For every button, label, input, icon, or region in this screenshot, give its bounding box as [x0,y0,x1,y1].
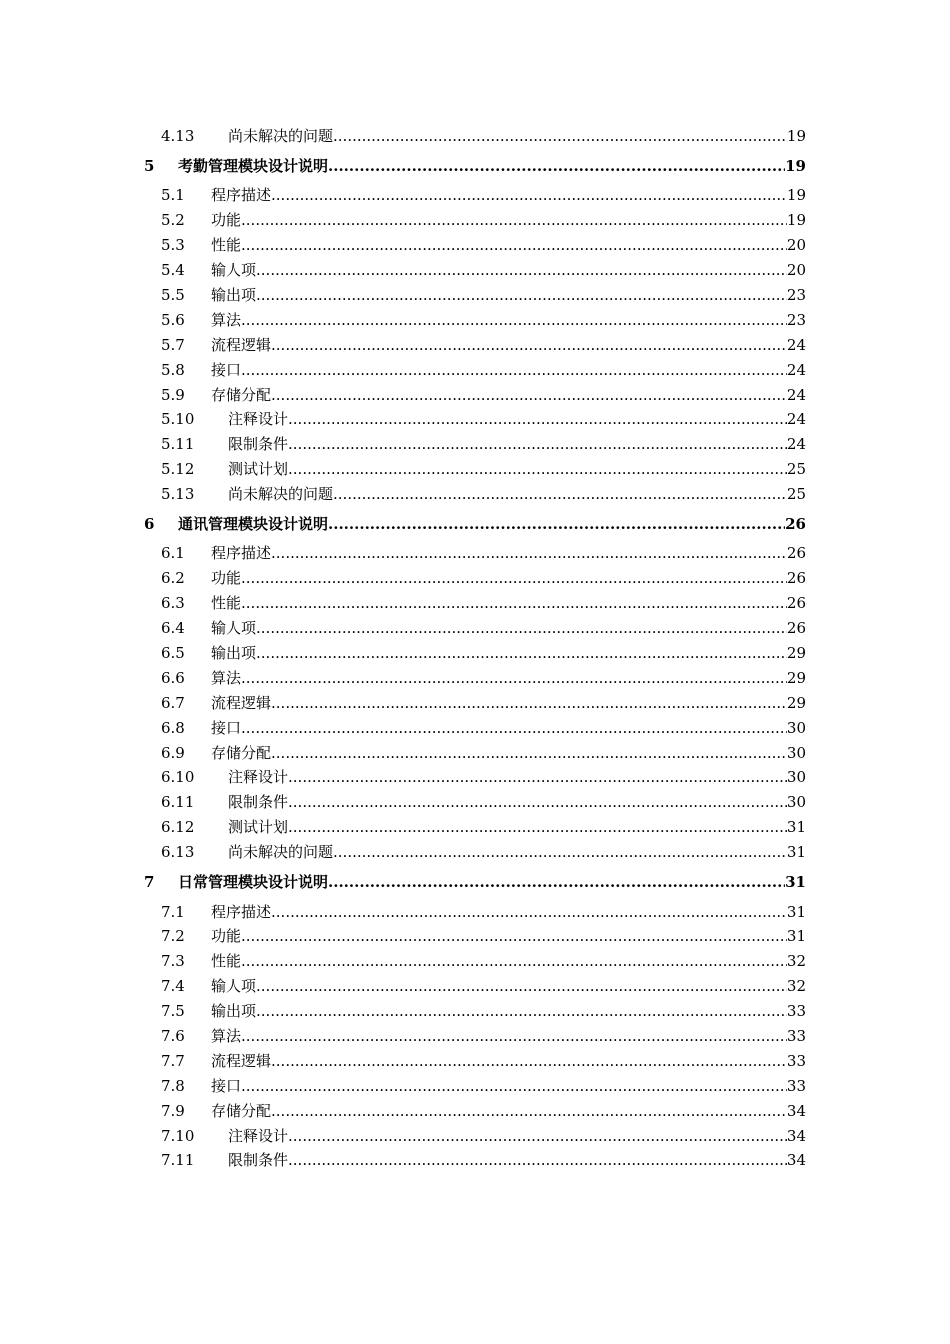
toc-entry-page-number: 30 [786,718,806,737]
toc-section-entry[interactable] [0,124,950,149]
toc-entry-title: 注释设计 [228,410,289,429]
toc-entry-page-number: 19 [786,186,806,205]
toc-section-entry[interactable] [0,1124,950,1149]
toc-section-entry[interactable] [0,308,950,333]
dot-leader [333,482,787,507]
toc-entry-number: 6.11 [161,793,195,812]
dot-leader [256,974,787,999]
toc-entry-page-number: 24 [786,435,806,454]
toc-entry-page-number: 24 [786,360,806,379]
toc-entry-number: 7.10 [161,1126,195,1145]
dot-leader [241,1024,787,1049]
toc-entry-number: 6.8 [161,718,185,737]
toc-entry-title: 限制条件 [228,435,289,454]
toc-entry-page-number: 33 [786,1027,806,1045]
toc-section-entry[interactable] [0,591,950,616]
toc-section-entry[interactable] [0,900,950,925]
dot-leader [241,949,787,974]
toc-entry-number: 5.1 [161,186,185,205]
toc-section-entry[interactable] [0,815,950,840]
toc-section-entry[interactable] [0,840,950,865]
toc-entry-title: 程序描述 [211,544,272,563]
toc-entry-page-number: 30 [786,793,806,812]
toc-entry-page-number: 31 [786,818,806,837]
toc-entry-title: 功能 [211,927,242,946]
toc-section-entry[interactable] [0,1148,950,1173]
toc-section-entry[interactable] [0,1024,950,1049]
toc-entry-title: 算法 [211,310,242,329]
toc-entry-page-number: 34 [786,1151,806,1170]
toc-entry-page-number: 19 [785,156,806,175]
toc-entry-number: 5 [144,156,155,175]
toc-entry-page-number: 20 [786,236,806,255]
toc-entry-title: 尚未解决的问题 [228,485,334,504]
toc-section-entry[interactable] [0,566,950,591]
toc-entry-number: 6.7 [161,693,185,712]
dot-leader [288,1124,787,1149]
toc-entry-title: 性能 [211,236,242,255]
toc-entry-page-number: 25 [786,485,806,504]
toc-entry-number: 6.6 [161,668,185,687]
dot-leader [271,691,787,716]
toc-entry-page-number: 20 [786,261,806,280]
dot-leader [288,432,787,457]
toc-section-entry[interactable] [0,974,950,999]
toc-entry-title: 算法 [211,1027,242,1045]
toc-entry-number: 5.13 [161,485,195,504]
toc-entry-title: 考勤管理模块设计说明 [178,156,329,175]
toc-section-entry[interactable] [0,482,950,507]
toc-section-entry[interactable] [0,258,950,283]
toc-entry-title: 输出项 [211,1002,257,1021]
toc-chapter-entry[interactable] [0,507,950,542]
toc-section-entry[interactable] [0,999,950,1024]
dot-leader [256,283,787,308]
toc-entry-page-number: 32 [786,952,806,971]
toc-entry-number: 6.3 [161,594,185,613]
toc-entry-page-number: 31 [786,902,806,921]
toc-section-entry[interactable] [0,541,950,566]
toc-entry-number: 5.7 [161,335,185,354]
toc-entry-page-number: 29 [786,693,806,712]
dot-leader [241,358,787,383]
dot-leader [241,1074,787,1099]
dot-leader [241,233,787,258]
toc-section-entry[interactable] [0,1049,950,1074]
toc-section-entry[interactable] [0,949,950,974]
toc-entry-page-number: 29 [786,668,806,687]
toc-entry-page-number: 32 [786,977,806,996]
toc-section-entry[interactable] [0,691,950,716]
dot-leader [271,741,787,766]
toc-entry-number: 7.7 [161,1051,185,1070]
toc-section-entry[interactable] [0,616,950,641]
toc-entry-number: 5.11 [161,435,195,454]
toc-entry-number: 7.3 [161,952,185,971]
toc-entry-number: 7.2 [161,927,185,946]
dot-leader [256,999,787,1024]
toc-entry-title: 限制条件 [228,793,289,812]
dot-leader [271,1049,787,1074]
toc-entry-number: 7 [144,873,155,892]
dot-leader [288,790,787,815]
dot-leader [256,258,787,283]
toc-section-entry[interactable] [0,1074,950,1099]
toc-entry-title: 程序描述 [211,902,272,921]
toc-entry-number: 6.4 [161,619,185,638]
toc-entry-number: 7.11 [161,1151,195,1170]
toc-entry-title: 注释设计 [228,1126,289,1145]
dot-leader [288,457,787,482]
dot-leader [328,512,785,537]
toc-entry-number: 5.10 [161,410,195,429]
toc-entry-page-number: 26 [786,619,806,638]
toc-entry-title: 功能 [211,211,242,230]
toc-entry-title: 存储分配 [211,1101,272,1120]
toc-section-entry[interactable] [0,641,950,666]
dot-leader [241,924,787,949]
toc-section-entry[interactable] [0,333,950,358]
toc-entry-number: 6.12 [161,818,195,837]
toc-section-entry[interactable] [0,666,950,691]
toc-entry-page-number: 30 [786,743,806,762]
toc-entry-page-number: 34 [786,1126,806,1145]
toc-entry-number: 6.13 [161,843,195,862]
dot-leader [271,183,787,208]
toc-section-entry[interactable] [0,407,950,432]
toc-entry-page-number: 24 [786,385,806,404]
toc-entry-page-number: 25 [786,460,806,479]
toc-entry-number: 7.5 [161,1002,185,1021]
toc-entry-title: 流程逻辑 [211,335,272,354]
toc-chapter-entry[interactable] [0,865,950,900]
toc-entry-number: 6.10 [161,768,195,787]
toc-entry-number: 5.6 [161,310,185,329]
toc-entry-title: 日常管理模块设计说明 [178,873,329,892]
toc-entry-title: 算法 [211,668,242,687]
toc-entry-title: 尚未解决的问题 [228,843,334,862]
toc-section-entry[interactable] [0,790,950,815]
toc-entry-number: 6.1 [161,544,185,563]
toc-entry-page-number: 34 [786,1101,806,1120]
dot-leader [256,616,787,641]
toc-entry-number: 7.1 [161,902,185,921]
dot-leader [241,308,787,333]
toc-entry-page-number: 19 [786,127,806,145]
toc-entry-title: 通讯管理模块设计说明 [178,514,329,533]
dot-leader [328,870,785,895]
toc-entry-title: 输出项 [211,644,257,663]
toc-entry-number: 5.8 [161,360,185,379]
dot-leader [271,333,787,358]
toc-entry-number: 5.5 [161,285,185,304]
toc-section-entry[interactable] [0,741,950,766]
toc-entry-number: 4.13 [161,127,195,145]
toc-entry-title: 限制条件 [228,1151,289,1170]
toc-section-entry[interactable] [0,1099,950,1124]
toc-entry-page-number: 26 [785,514,806,533]
toc-entry-page-number: 23 [786,285,806,304]
dot-leader [241,566,787,591]
toc-section-entry[interactable] [0,358,950,383]
toc-section-entry[interactable] [0,924,950,949]
toc-entry-page-number: 23 [786,310,806,329]
toc-entry-page-number: 26 [786,569,806,588]
dot-leader [288,815,787,840]
toc-section-entry[interactable] [0,183,950,208]
dot-leader [256,641,787,666]
toc-entry-page-number: 24 [786,410,806,429]
toc-section-entry[interactable] [0,233,950,258]
toc-section-entry[interactable] [0,432,950,457]
toc-entry-page-number: 26 [786,594,806,613]
toc-entry-title: 接口 [211,1076,242,1095]
toc-entry-number: 6.9 [161,743,185,762]
toc-entry-page-number: 33 [786,1002,806,1021]
toc-entry-page-number: 26 [786,544,806,563]
toc-entry-title: 输人项 [211,977,257,996]
toc-entry-title: 注释设计 [228,768,289,787]
toc-entry-title: 输出项 [211,285,257,304]
toc-entry-page-number: 31 [785,873,806,892]
toc-entry-number: 7.4 [161,977,185,996]
toc-entry-title: 输人项 [211,261,257,280]
toc-entry-title: 程序描述 [211,186,272,205]
toc-entry-title: 接口 [211,360,242,379]
toc-entry-page-number: 31 [786,843,806,862]
table-of-contents [0,124,950,1173]
toc-entry-page-number: 30 [786,768,806,787]
toc-entry-number: 5.4 [161,261,185,280]
toc-entry-number: 6.5 [161,644,185,663]
toc-section-entry[interactable] [0,383,950,408]
dot-leader [271,1099,787,1124]
toc-entry-title: 流程逻辑 [211,1051,272,1070]
toc-entry-number: 5.2 [161,211,185,230]
toc-entry-number: 6 [144,514,155,533]
toc-entry-number: 7.6 [161,1027,185,1045]
toc-entry-title: 功能 [211,569,242,588]
toc-entry-title: 性能 [211,952,242,971]
toc-entry-number: 5.12 [161,460,195,479]
dot-leader [288,765,787,790]
dot-leader [241,591,787,616]
toc-entry-number: 6.2 [161,569,185,588]
toc-entry-number: 7.8 [161,1076,185,1095]
toc-entry-title: 流程逻辑 [211,693,272,712]
toc-section-entry[interactable] [0,208,950,233]
toc-entry-page-number: 31 [786,927,806,946]
toc-chapter-entry[interactable] [0,149,950,184]
toc-entry-page-number: 33 [786,1076,806,1095]
dot-leader [328,154,785,179]
toc-section-entry[interactable] [0,716,950,741]
toc-entry-page-number: 24 [786,335,806,354]
toc-entry-page-number: 29 [786,644,806,663]
toc-entry-number: 7.9 [161,1101,185,1120]
toc-section-entry[interactable] [0,765,950,790]
toc-entry-title: 测试计划 [228,818,289,837]
toc-entry-title: 接口 [211,718,242,737]
dot-leader [241,666,787,691]
dot-leader [271,900,787,925]
toc-entry-title: 尚未解决的问题 [228,127,334,145]
toc-entry-title: 测试计划 [228,460,289,479]
toc-entry-title: 输人项 [211,619,257,638]
dot-leader [271,383,787,408]
toc-entry-title: 存储分配 [211,743,272,762]
toc-entry-number: 5.3 [161,236,185,255]
dot-leader [241,208,787,233]
dot-leader [241,716,787,741]
toc-section-entry[interactable] [0,457,950,482]
dot-leader [333,840,787,865]
toc-entry-title: 性能 [211,594,242,613]
dot-leader [288,1148,787,1173]
toc-section-entry[interactable] [0,283,950,308]
dot-leader [288,407,787,432]
dot-leader [333,124,787,149]
toc-entry-page-number: 19 [786,211,806,230]
toc-entry-title: 存储分配 [211,385,272,404]
dot-leader [271,541,787,566]
toc-entry-page-number: 33 [786,1051,806,1070]
toc-entry-number: 5.9 [161,385,185,404]
